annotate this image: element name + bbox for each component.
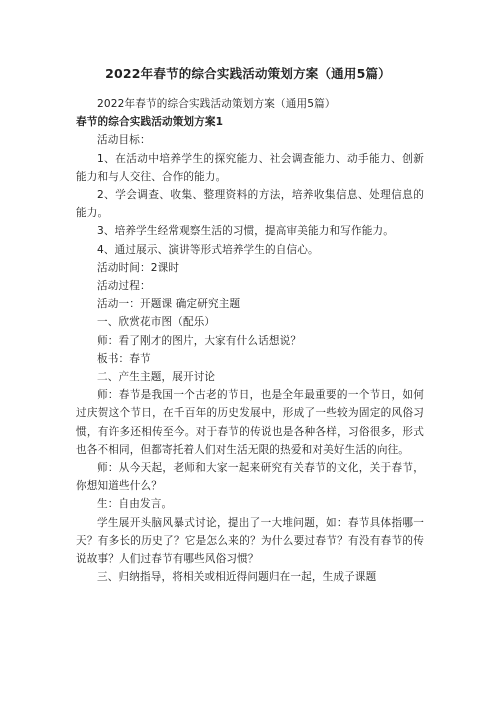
paragraph: 2022年春节的综合实践活动策划方案（通用5篇）: [97, 98, 336, 110]
paragraph: 活动时间：2课时: [97, 261, 180, 274]
paragraph: 二、产生主题，展开讨论: [97, 371, 216, 384]
document-title: 2022年春节的综合实践活动策划方案（通用5篇）: [105, 66, 391, 81]
paragraph: 活动过程：: [97, 280, 151, 293]
document-body: [76, 95, 424, 586]
paragraph: 生：自由发言。: [97, 498, 173, 511]
section-heading: 春节的综合实践活动策划方案1: [76, 116, 224, 129]
paragraph: 板书：春节: [97, 352, 151, 365]
paragraph: 师：看了刚才的图片，大家有什么话想说？: [97, 334, 302, 347]
paragraph: 学生展开头脑风暴式讨论，提出了一大堆问题，如：春节具体指哪一天？有多长的历史了？它是怎么来的？为什么要过春节？有没有春节的传说故事？人们过春节有哪些风俗习惯？: [76, 516, 424, 566]
paragraph: 活动一：开题课 确定研究主题: [97, 298, 241, 311]
paragraph: 3、培养学生经常观察生活的习惯，提高审美能力和写作能力。: [97, 225, 394, 238]
paragraph: 师：春节是我国一个古老的节日，也是全年最重要的一个节日，如何过庆贺这个节日，在千百年的历史发展中，形成了一些较为固定的风俗习惯，有许多还相传至今。对于春节的传说也是各种各样，习俗很多，形式也各不相同，但都寄托着人们对生活无限的热爱和对美好生活的向往。: [76, 389, 424, 456]
paragraph: 一、欣赏花市图（配乐）: [97, 316, 216, 329]
paragraph: 活动目标：: [97, 134, 151, 147]
paragraph: 4、通过展示、演讲等形式培养学生的自信心。: [97, 243, 319, 256]
paragraph: 1、在活动中培养学生的探究能力、社会调查能力、动手能力、创新能力和与人交往、合作的能力。: [76, 152, 424, 183]
paragraph: 2、学会调查、收集、整理资料的方法，培养收集信息、处理信息的能力。: [76, 189, 424, 220]
paragraph: 三、归纳指导，将相关或相近得问题归在一起，生成子课题: [97, 571, 377, 584]
paragraph: 师：从今天起，老师和大家一起来研究有关春节的文化，关于春节，你想知道些什么？: [76, 462, 424, 493]
